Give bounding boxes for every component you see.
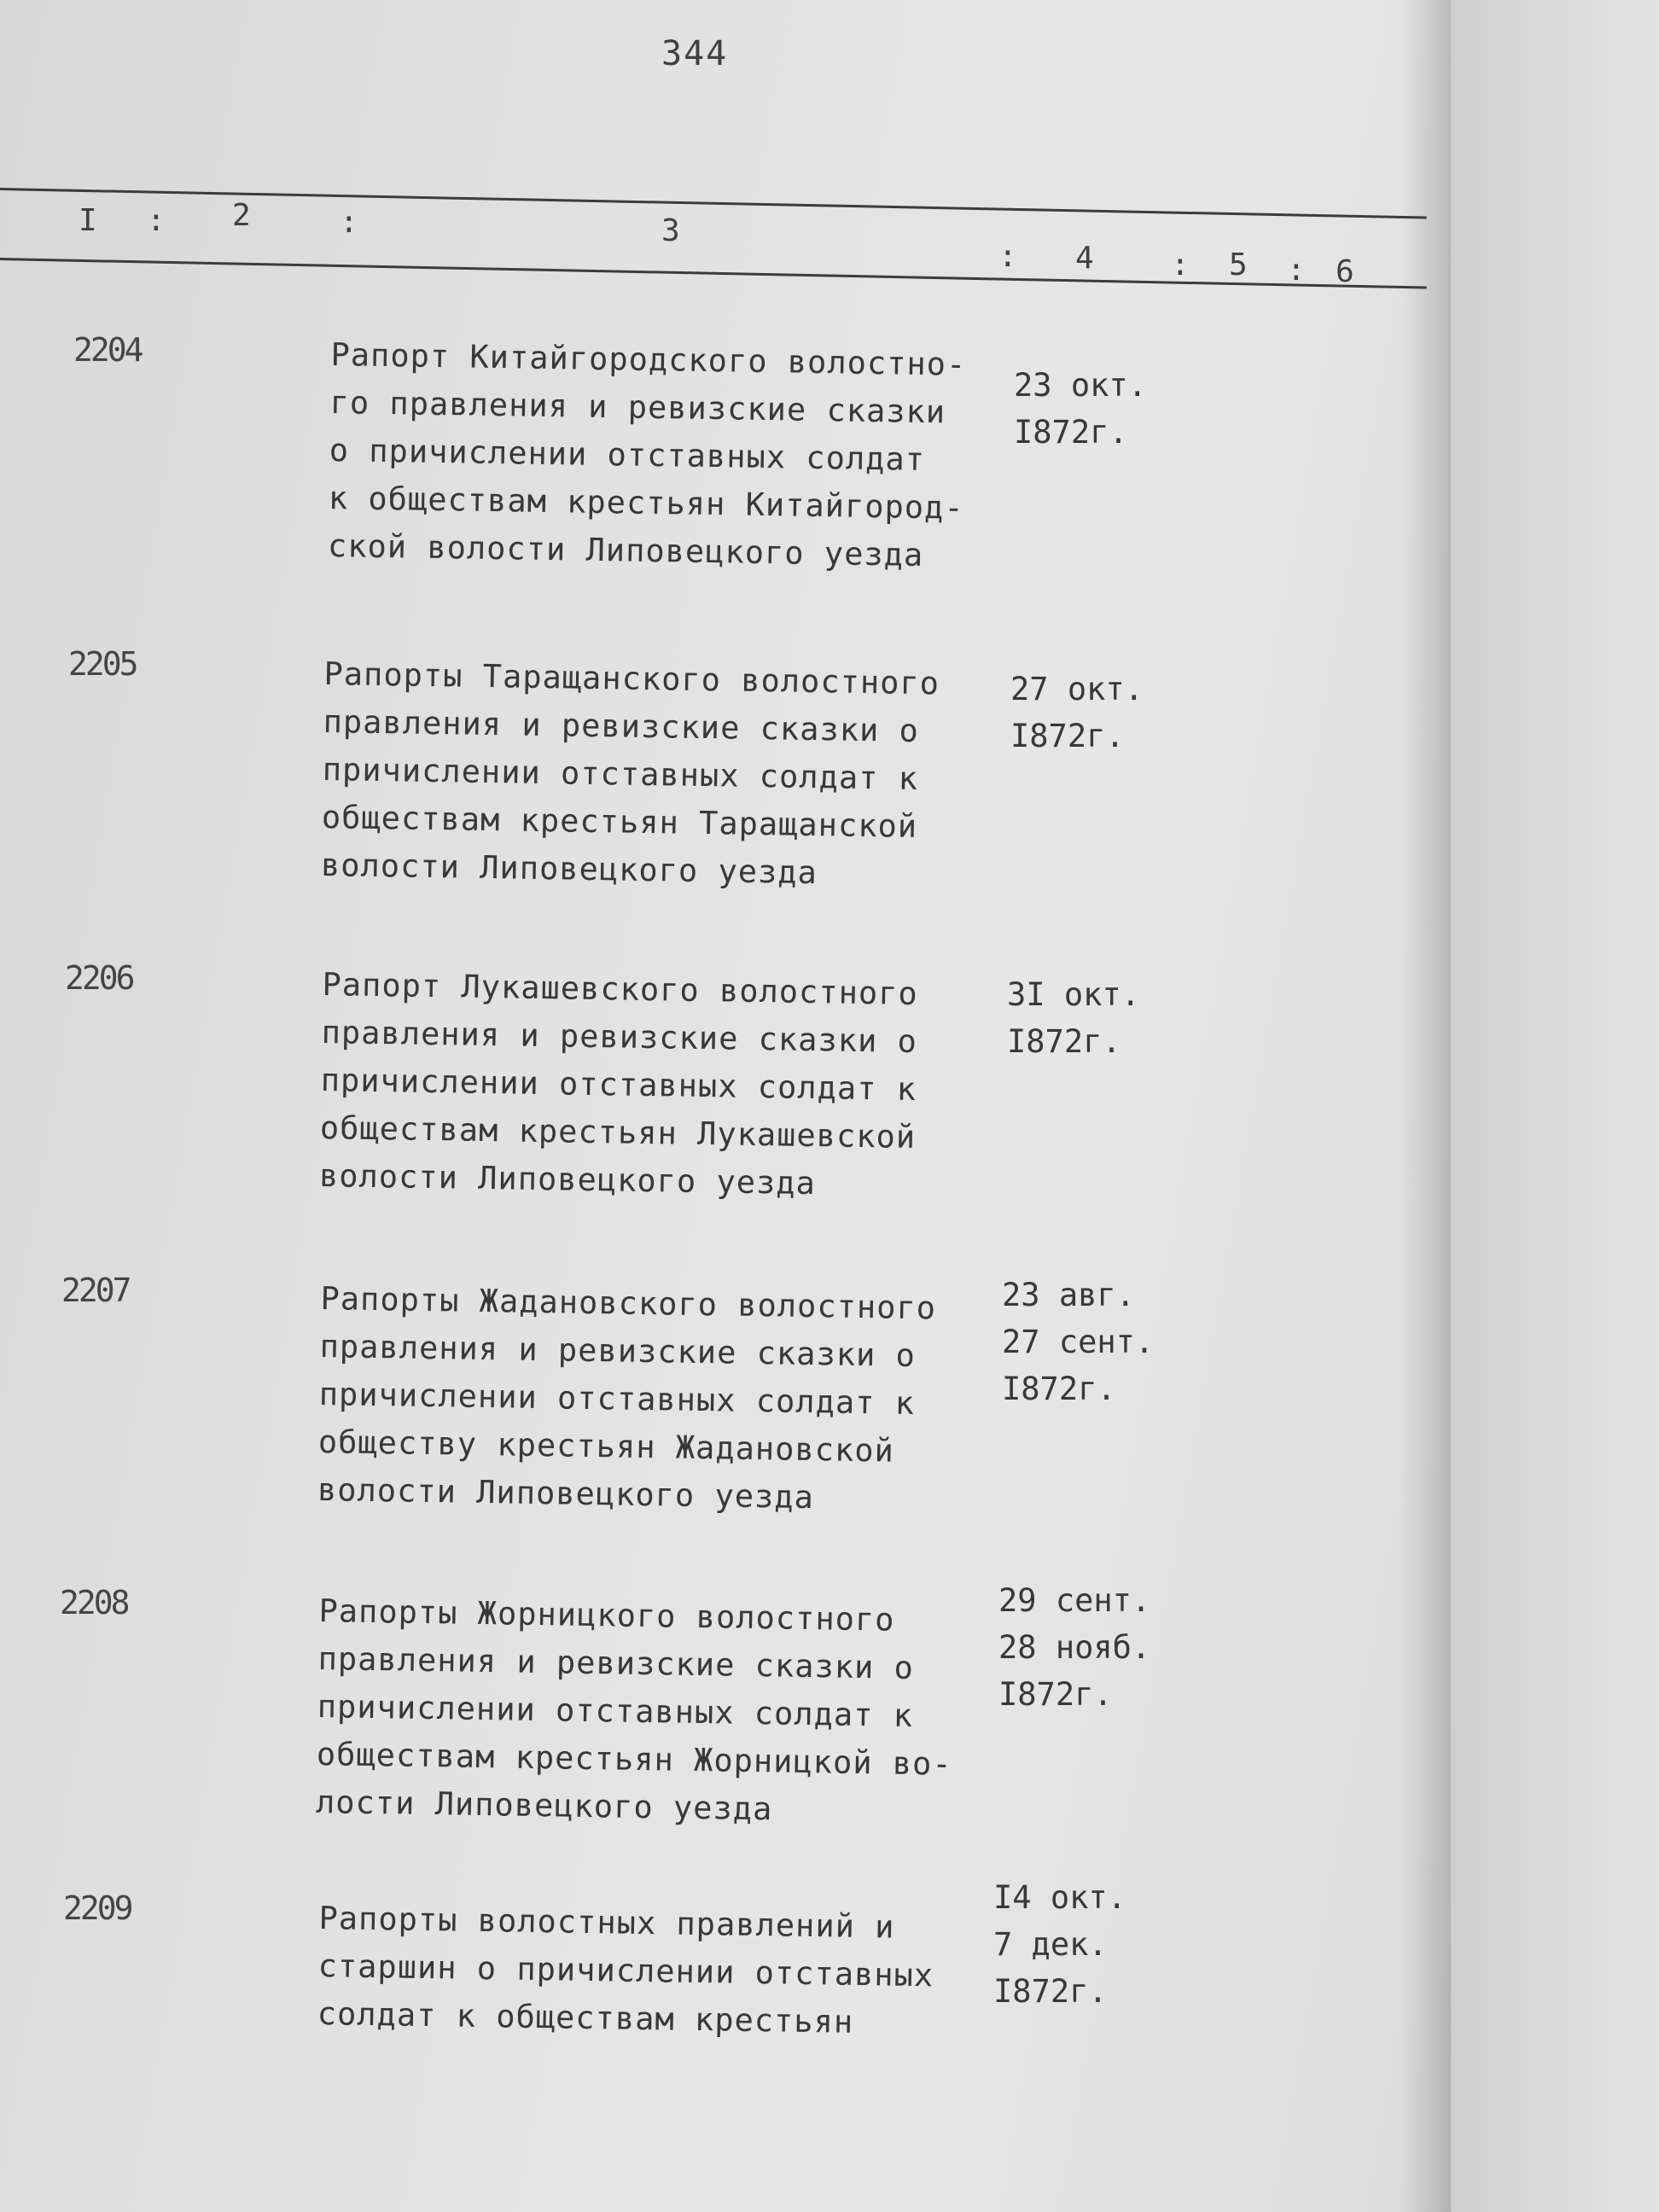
column-separator: : [340, 205, 358, 240]
text-line: причислении отставных солдат к [317, 1687, 914, 1734]
text-line: правления и ревизские сказки о [321, 1013, 918, 1060]
text-line: правления и ревизские сказки о [319, 1327, 917, 1374]
text-line: причислении отставных солдат к [320, 1061, 917, 1108]
entry-date [1007, 971, 1140, 1065]
date-line: I872г. [1007, 1023, 1121, 1060]
text-line: волости Липовецкого уезда [318, 1156, 817, 1202]
text-line: Рапорт Лукашевского волостного [322, 965, 919, 1012]
text-line: причислении отставных солдат к [322, 750, 919, 797]
column-header-2: 2 [232, 198, 251, 233]
date-line: 28 нояб. [998, 1629, 1151, 1666]
entry-date [1010, 666, 1144, 760]
entry-number: 2204 [73, 331, 142, 369]
date-line: I872г. [998, 1676, 1113, 1713]
text-line: правления и ревизские сказки о [323, 702, 920, 749]
entry-date [1014, 362, 1147, 456]
column-separator: : [1287, 253, 1306, 288]
text-line: лости Липовецкого уезда [315, 1783, 773, 1828]
column-header-4: 4 [1075, 241, 1094, 276]
text-line: причислении отставных солдат к [318, 1375, 916, 1422]
column-separator: : [998, 239, 1017, 274]
entry-number: 2206 [65, 959, 133, 997]
text-line: Рапорты волостных правлений и [318, 1899, 895, 1946]
date-line: I872г. [1002, 1371, 1116, 1407]
entry-description [321, 650, 940, 899]
text-line: солдат к обществам крестьян [317, 1994, 854, 2040]
column-header-1: I [79, 203, 97, 238]
text-line: Рапорт Китайгородского волостно- [330, 335, 967, 383]
entry-description [319, 961, 919, 1209]
text-line: обществам крестьян Лукашевской [319, 1109, 917, 1155]
text-line: обществам крестьян Таращанской [321, 798, 918, 845]
text-line: Рапорты Жорницкого волостного [318, 1592, 895, 1639]
column-separator: : [147, 203, 166, 238]
date-line: 27 окт. [1010, 671, 1144, 707]
entry-description [328, 331, 967, 580]
text-line: го правления и ревизские сказки [329, 383, 946, 431]
entry-description [317, 1275, 937, 1523]
entry-description [316, 1587, 955, 1837]
entry-number: 2209 [63, 1889, 131, 1927]
text-line: о причислении отставных солдат [329, 431, 926, 478]
date-line: 27 сент. [1002, 1324, 1155, 1360]
date-line: I872г. [1014, 414, 1128, 451]
text-line: Рапорты Таращанского волостного [323, 655, 940, 702]
entry-date [998, 1577, 1150, 1718]
text-line: обществам крестьян Жорницкой во- [316, 1735, 953, 1783]
header-bottom-rule [0, 258, 1427, 289]
date-line: 23 окт. [1014, 367, 1147, 404]
text-line: старшин о причислении отставных [317, 1947, 934, 1994]
entry-number: 2208 [60, 1584, 128, 1621]
text-line: обществу крестьян Жадановской [317, 1423, 895, 1470]
entry-date [993, 1874, 1126, 2015]
date-line: 29 сент. [998, 1582, 1151, 1619]
page-number: 344 [661, 34, 729, 73]
date-line: 23 авг. [1002, 1277, 1135, 1313]
text-line: к обществам крестьян Китайгород- [328, 479, 965, 527]
column-separator: : [1171, 247, 1190, 282]
column-header-6: 6 [1336, 254, 1354, 289]
column-header-3: 3 [661, 213, 680, 248]
page-edge-shadow [1400, 0, 1451, 2212]
text-line: волости Липовецкого уезда [317, 1470, 815, 1516]
date-line: I4 окт. [993, 1879, 1126, 1916]
text-line: Рапорты Жадановского волостного [320, 1279, 937, 1327]
column-header-5: 5 [1229, 247, 1248, 282]
text-line: волости Липовецкого уезда [320, 846, 818, 892]
entry-number: 2207 [61, 1272, 130, 1309]
text-line: ской волости Липовецкого уезда [327, 527, 924, 573]
date-line: I872г. [1010, 718, 1125, 754]
entry-number: 2205 [68, 645, 137, 683]
header-top-rule [0, 188, 1427, 219]
date-line: 7 дек. [993, 1926, 1108, 1963]
adjacent-page-edge [1451, 0, 1659, 2212]
date-line: I872г. [993, 1973, 1108, 2010]
entry-date [1002, 1272, 1154, 1412]
entry-description [317, 1895, 934, 2047]
date-line: 3I окт. [1007, 976, 1140, 1013]
text-line: правления и ревизские сказки о [317, 1639, 915, 1686]
